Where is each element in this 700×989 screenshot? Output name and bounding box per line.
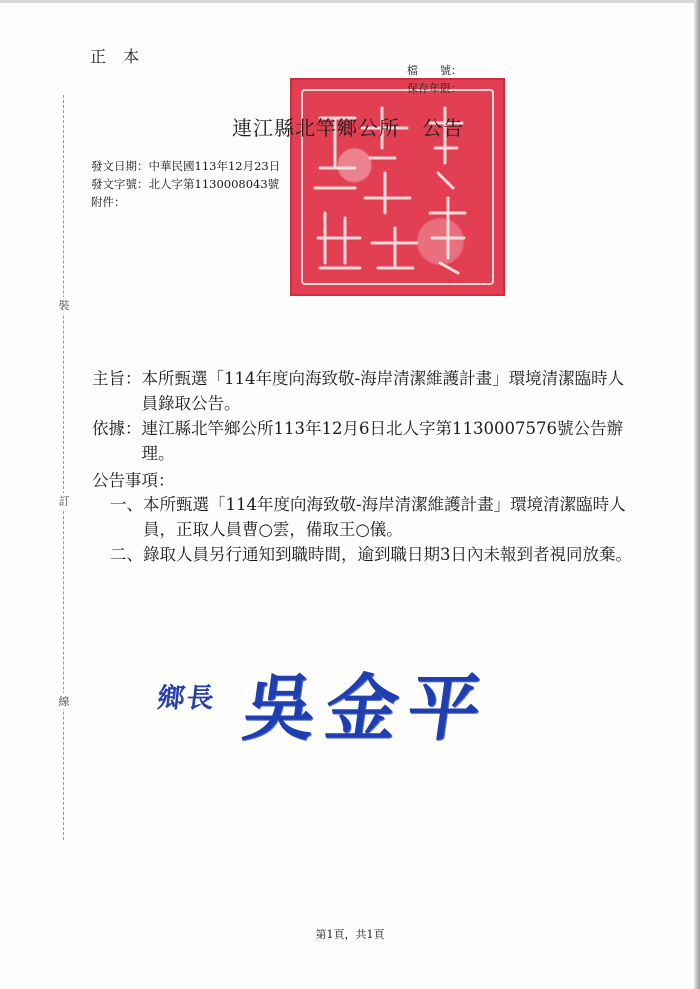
binding-mark-zhuang: 裝: [58, 299, 70, 312]
heading-org: 連江縣北竿鄉公所: [232, 116, 400, 140]
issue-date: 發文日期：中華民國113年12月23日: [91, 159, 281, 173]
subject-label: 主旨：: [92, 369, 142, 388]
basis-section: [92, 416, 632, 466]
scan-right-edge: [694, 0, 700, 989]
notice-item-number: 二、: [110, 545, 143, 564]
basis-text: 連江縣北竿鄉公所113年12月6日北人字第1130007576號公告辦理。: [141, 419, 623, 463]
document-heading: [232, 112, 464, 141]
page-number: 第1頁，共1頁: [315, 928, 385, 941]
doc-number: 發文字號：北人字第1130008043號: [91, 177, 280, 191]
retention-label: 保存年限：: [407, 82, 462, 95]
file-number-label: 檔 號：: [407, 64, 462, 77]
official-seal: [290, 78, 505, 296]
notice-item: [110, 492, 635, 542]
copy-label: 正 本: [90, 47, 146, 66]
scan-top-edge: [0, 0, 700, 3]
notice-title: 公告事項：: [92, 471, 175, 490]
notice-item: [110, 542, 635, 567]
signature-title: 鄉長: [156, 683, 218, 714]
notice-item-text: 本所甄選「114年度向海致敬-海岸清潔維護計畫」環境清潔臨時人員，正取人員曹○雲，備取王○儀。: [143, 495, 626, 539]
binding-mark-ding: 訂: [58, 495, 70, 508]
heading-doc-type: 公告: [422, 116, 464, 140]
subject-section: [92, 366, 632, 416]
binding-mark-xian: 線: [58, 695, 70, 708]
notice-item-text: 錄取人員另行通知到職時間，逾到職日期3日內未報到者視同放棄。: [143, 545, 632, 564]
basis-label: 依據：: [92, 419, 142, 438]
attachment: 附件：: [91, 195, 126, 209]
signature-name: 吳金平: [238, 665, 497, 750]
binding-line: [63, 95, 64, 840]
notice-item-number: 一、: [110, 495, 143, 514]
seal-glyphs: [290, 78, 505, 296]
subject-text: 本所甄選「114年度向海致敬-海岸清潔維護計畫」環境清潔臨時人員錄取公告。: [141, 369, 625, 413]
